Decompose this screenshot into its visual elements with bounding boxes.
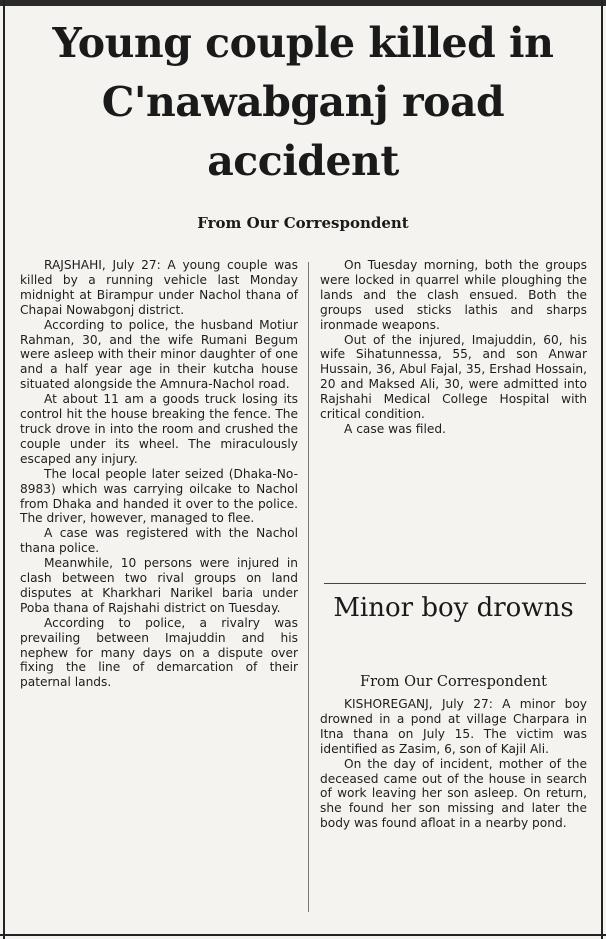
article-paragraph: A case was registered with the Nachol thana police. (20, 526, 298, 556)
article-paragraph: KISHOREGANJ, July 27: A minor boy drowned in a pond at village Charpara in Itna thana on July 15. The victim was identified as Zasim, 6, son of Kajil Ali. (320, 697, 587, 756)
article-headline: Young couple killed in C'nawabganj road accident (52, 19, 554, 185)
article-paragraph: Meanwhile, 10 persons were injured in clash between two rival groups on land disputes at Kharkhari Narikel baria under Poba thana of Rajshahi district on Tuesday. (20, 556, 298, 615)
left-border (3, 0, 5, 939)
section-divider (324, 583, 586, 584)
bottom-border (0, 934, 606, 936)
column-divider (308, 262, 309, 912)
article-paragraph: A case was filed. (344, 421, 446, 436)
article-byline: From Our Correspondent (197, 214, 409, 232)
article-paragraph: Out of the injured, Imajuddin, 60, his wife Sihatunnessa, 55, and son Anwar Hussain, 36, Abul Fajal, 35, Ershad Hossain, 20 and Maksed Ali, 30, were admitted into Rajshahi Medical College Hospital with critical condition. (320, 332, 587, 422)
article-paragraph: On Tuesday morning, both the groups were locked in quarrel while ploughing the lands and the clash ensued. Both the groups used sticks lathis and sharps ironmade weapons. (320, 258, 587, 332)
right-border (601, 0, 603, 939)
second-article-byline: From Our Correspondent (360, 674, 547, 690)
article-paragraph: RAJSHAHI, July 27: A young couple was killed by a running vehicle last Monday midnight at Birampur under Nachol thana of Chapai Nowabgonj district. (20, 258, 298, 317)
article-paragraph: According to police, the husband Motiur Rahman, 30, and the wife Rumani Begum were asleep with their minor daughter of one and a half year age in their kutcha house situated alongside the Amnura-Nachol road. (20, 317, 298, 392)
article-paragraph: At about 11 am a goods truck losing its control hit the house breaking the fence. The truck drove in into the room and crushed the couple under its wheel. The miraculously escaped any injury. (20, 392, 298, 466)
article-column-left (20, 258, 298, 690)
article-column-right (320, 258, 587, 437)
top-border (0, 0, 606, 6)
article-paragraph: The local people later seized (Dhaka-No-8983) which was carrying oilcake to Nachol from Dhaka and handed it over to the police. The driver, however, managed to flee. (20, 466, 298, 526)
article-paragraph: On the day of incident, mother of the deceased came out of the house in search of work leaving her son asleep. On return, she found her son missing and later the body was found afloat in a nearby pond. (320, 756, 587, 831)
second-article-headline: Minor boy drowns (333, 593, 574, 623)
article-paragraph: According to police, a rivalry was prevailing between Imajuddin and his nephew for many days on a dispute over fixing the line of demarcation of their paternal lands. (20, 615, 298, 690)
second-article-body (320, 697, 587, 831)
